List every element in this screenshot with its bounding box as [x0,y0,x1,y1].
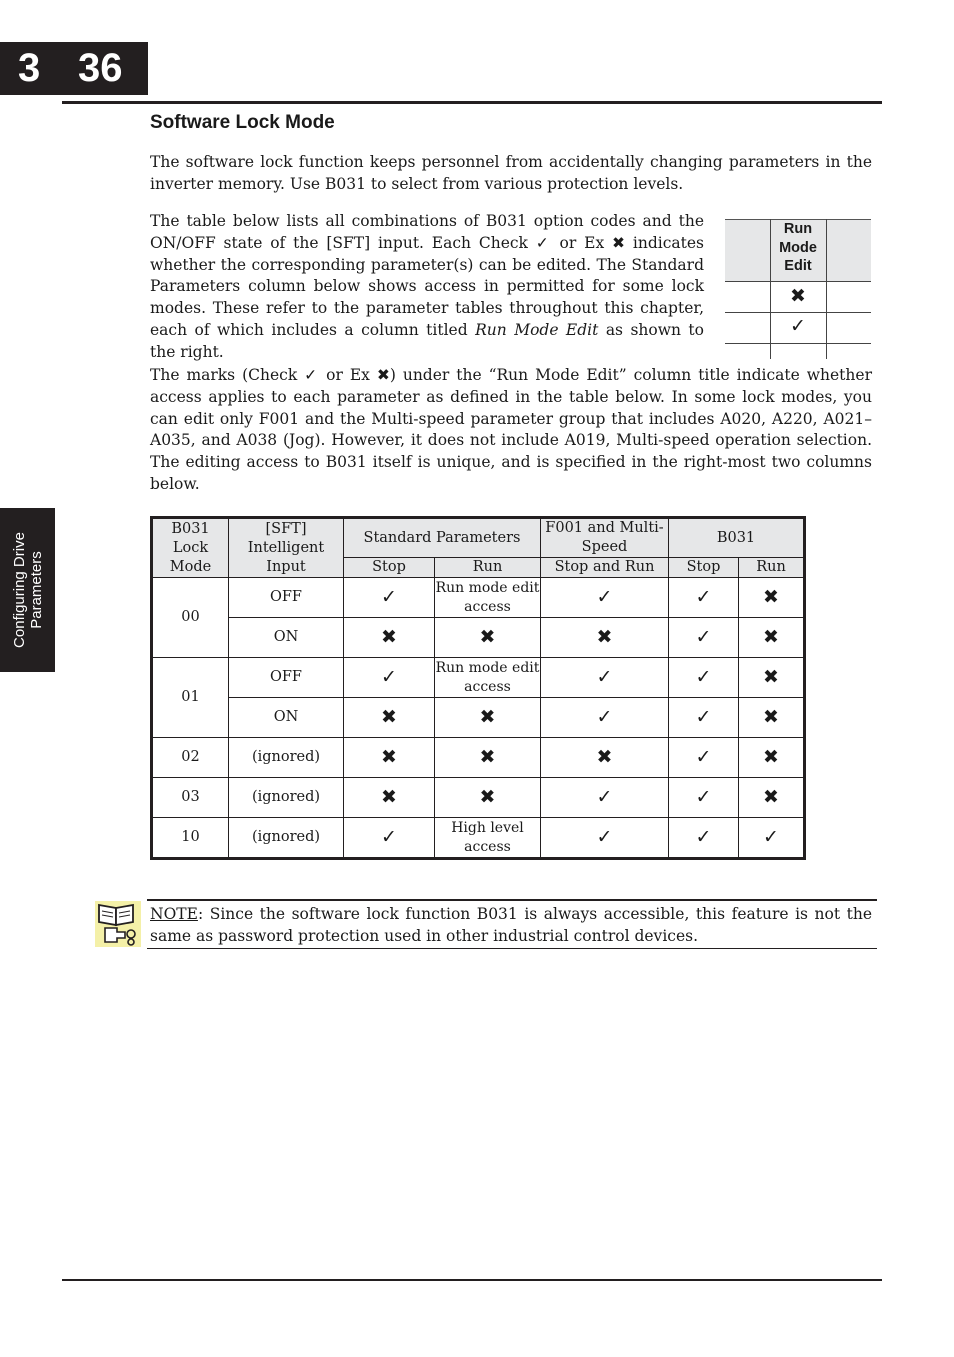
sft-cell: OFF [229,578,344,618]
lock-mode-cell: 02 [152,738,229,778]
std-run-cell: ✖ [435,698,541,738]
b031-stop-cell: ✓ [669,618,739,658]
para3-text-c: ) under the “Run Mode Edit” column title indicate whether access applies to each parameter as defined in the table below. In some lock modes, you can edit only F001 and the Multi-speed parameter group that includes A020, A220, A021–A035, and A038 (Jog). However, it does not include A019, Multi-speed operation selection. The editing access to B031 itself is unique, and is specified in the right-most two columns below. [150,366,872,493]
run-mode-edit-header: Run Mode Edit [779,221,817,274]
std-run-cell: Run mode edit access [435,578,541,618]
side-tab-line2: Parameters [27,551,45,629]
b031-stop-cell: ✓ [669,778,739,818]
note-top-rule [147,899,877,901]
ex-mark-icon: ✖ [376,366,390,384]
para3-text-b: or Ex [326,366,370,384]
std-stop-cell: ✖ [344,698,435,738]
ex-mark-icon: ✖ [612,233,626,252]
std-run-cell: ✖ [435,738,541,778]
para3-text-a: The marks (Check [150,366,298,384]
header-lock-mode: B031 Lock Mode [152,518,229,578]
chapter-side-tab [0,508,55,672]
table-row [152,578,805,618]
para2-text-d: as shown to the right. [150,320,704,361]
section-title: Software Lock Mode [150,112,335,133]
lock-mode-cell: 01 [152,658,229,738]
b031-stop-cell: ✓ [669,738,739,778]
b031-run-cell: ✖ [739,658,805,698]
lock-mode-cell: 00 [152,578,229,658]
sft-cell: (ignored) [229,738,344,778]
b031-run-cell: ✖ [739,778,805,818]
b031-run-cell: ✓ [739,818,805,859]
std-stop-cell: ✖ [344,618,435,658]
table-explanation-paragraph [150,211,704,364]
para2-text-b: or Ex [559,233,605,252]
header-b031: B031 [669,518,805,558]
note-body: : Since the software lock function B031 is always accessible, this feature is not the same as password protection used in other industrial control devices. [150,905,872,945]
lock-mode-cell: 03 [152,778,229,818]
sft-cell: ON [229,698,344,738]
header-standard-parameters: Standard Parameters [344,518,541,558]
sft-cell: ON [229,618,344,658]
ex-mark-icon: ✖ [790,285,806,307]
header-b031-run: Run [739,558,805,578]
header-std-stop: Stop [344,558,435,578]
sft-cell: (ignored) [229,818,344,859]
bottom-rule [62,1279,882,1281]
std-run-cell: Run mode edit access [435,658,541,698]
marks-explanation-paragraph [150,365,872,496]
std-stop-cell: ✖ [344,738,435,778]
sft-cell: OFF [229,658,344,698]
b031-run-cell: ✖ [739,738,805,778]
f001-cell: ✖ [541,738,669,778]
check-mark-icon: ✓ [790,315,806,337]
std-stop-cell: ✖ [344,778,435,818]
f001-cell: ✓ [541,778,669,818]
b031-run-cell: ✖ [739,578,805,618]
run-mode-edit-term: Run Mode Edit [475,320,599,339]
note-text [150,903,872,947]
table-row [152,658,805,698]
sft-cell: (ignored) [229,778,344,818]
header-std-run: Run [435,558,541,578]
b031-run-cell: ✖ [739,698,805,738]
header-f001-stop-run: Stop and Run [541,558,669,578]
para2-text-c: indicates whether the corresponding parameter(s) can be edited. The Standard Parameters column below shows access in permitted for some lock modes. These refer to the parameter tables throughout this chapter, each of which includes a column titled [150,233,704,339]
page-number-tab [0,42,148,95]
f001-cell: ✖ [541,618,669,658]
side-tab-line1: Configuring Drive [10,532,28,648]
std-stop-cell: ✓ [344,658,435,698]
run-mode-edit-sample-table [725,219,871,360]
b031-stop-cell: ✓ [669,818,739,859]
note-bottom-rule [147,948,877,949]
std-run-cell: ✖ [435,618,541,658]
b031-stop-cell: ✓ [669,578,739,618]
b031-stop-cell: ✓ [669,658,739,698]
note-book-icon [95,901,141,947]
std-stop-cell: ✓ [344,578,435,618]
table-row [152,618,805,658]
intro-paragraph: The software lock function keeps personnel from accidentally changing parameters in the inverter memory. Use B031 to select from various protection levels. [150,153,872,193]
para2-text-a: The table below lists all combinations of B031 option codes and the ON/OFF state of the [SFT] input. Each Check [150,212,704,252]
std-run-cell: High level access [435,818,541,859]
table-row [152,698,805,738]
table-row [152,778,805,818]
check-mark-icon: ✓ [304,366,320,384]
b031-run-cell: ✖ [739,618,805,658]
b031-stop-cell: ✓ [669,698,739,738]
table-row [152,818,805,859]
f001-cell: ✓ [541,698,669,738]
lock-mode-cell: 10 [152,818,229,859]
software-lock-table [150,516,806,860]
std-run-cell: ✖ [435,778,541,818]
std-stop-cell: ✓ [344,818,435,859]
page-number: 36 [78,46,123,90]
table-row [152,738,805,778]
f001-cell: ✓ [541,818,669,859]
f001-cell: ✓ [541,578,669,618]
header-b031-stop: Stop [669,558,739,578]
header-f001-multispeed: F001 and Multi-Speed [541,518,669,558]
check-mark-icon: ✓ [535,233,552,252]
header-sft-input: [SFT] Intelligent Input [229,518,344,578]
chapter-number: 3 [18,46,41,90]
f001-cell: ✓ [541,658,669,698]
note-label: NOTE [150,905,198,923]
top-rule [62,101,882,104]
